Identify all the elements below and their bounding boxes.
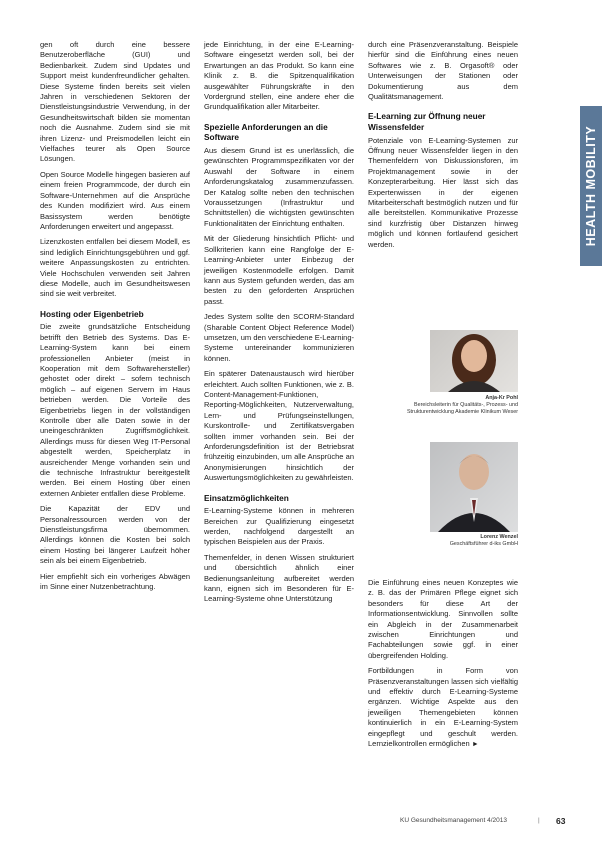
article-column-2 [204, 40, 354, 610]
paragraph: Themenfelder, in denen Wissen strukturiert und übersichtlich ähnlich einer Bedienungsanleitung aufbereitet werden kann, eignen sich im Besonderen für E-Learning-Systeme ohne Unterstützung [204, 552, 354, 604]
paragraph: durch eine Präsenzveranstaltung. Beispiele hierfür sind die Einführung eines neuen Softwares wie z. B. Orgasoft® oder Unterweisungen der Stationen oder Dokumentierung aus dem Qualitätsmanagement. [368, 40, 518, 102]
footer-separator: | [538, 817, 540, 824]
paragraph: Open Source Modelle hingegen basieren auf einem freien Programmcode, der durch ein Software-Unternehmen auf die Ansprüche des Kunden modifiziert wird. Aus einem Basissystem werden benötigte Anforderungen erweitert und angepasst. [40, 169, 190, 231]
paragraph: Jedes System sollte den SCORM-Standard (Sharable Content Object Reference Model) umsetzen, um den verschiedene E-Learning-Systeme untereinander kommunizieren können. [204, 312, 354, 363]
author-name: Anja-Kr Pohl [485, 395, 518, 401]
author-photo-1 [430, 330, 518, 392]
portrait-woman-icon [430, 330, 518, 392]
author-photo-2 [430, 442, 518, 532]
paragraph: jede Einrichtung, in der eine E-Learning-Software eingesetzt werden soll, bei der Erwartungen an das Produkt. So kann eine Klinik z. B. die Spitzenqualifikation ausgewählter Führungskräfte in den Vordergrund stellen, eine andere eher die Grundqualifikation aller Mitarbeiter. [204, 40, 354, 112]
section-heading: E-Learning zur Öffnung neuer Wissensfelder [368, 111, 486, 133]
paragraph-text: Fortbildungen in Form von Präsenzveranstaltungen lassen sich vielfältig und effektiv durch E-Learning-Systeme ergänzen. Wichtige Aspekte aus den jeweiligen Themengebieten können kontinuierlich in ein E-Learning-System eingepflegt und geschult werden. Lernzielkontrollen ermöglichen [368, 666, 518, 749]
paragraph: Die Kapazität der EDV und Personalressourcen werden von der Dienstleistungsfirma übernommen. Allerdings können die Kosten bei solch einem Hosting bei längerer Laufzeit höher sein als bei einem Eigenbetrieb. [40, 504, 190, 566]
page-footer [400, 815, 570, 827]
author-role: Geschäftsführer d-iks GmbH [449, 540, 518, 547]
author-role: Bereichsleiterin für Qualitäts-, Prozess- und Strukturentwicklung Akademie Klinikum Weser [406, 401, 518, 415]
section-tab [580, 106, 602, 266]
paragraph: Hier empfiehlt sich ein vorheriges Abwägen im Sinne einer Nutzenbetrachtung. [40, 571, 190, 592]
paragraph: gen oft durch eine bessere Benutzeroberfläche (GUI) und Bedienbarkeit. Zudem sind Updates und Support meist kundenfreundlicher gehalten. Diese Systeme finden bereits seit vielen Jahren in verschiedenen Sektoren der Dienstleistungsindustrie Verwendung, in der Gesundheitswirtschaft bilden sie momentan noch die Ausnahme. Zudem sind sie mit ihren Lizenz- und Preismodellen leicht ein Vielfaches teurer als Open Source Lösungen. [40, 40, 190, 164]
author-caption-1 [370, 395, 518, 415]
article-column-3-continued [368, 578, 518, 756]
section-heading: Einsatzmöglichkeiten [204, 492, 289, 503]
paragraph: Die Einführung eines neuen Konzeptes wie z. B. das der Primären Pflege eignet sich besonders für diese Art der Informationsentwicklung. Sinnvollen sollte ein Abgleich in der Zusammenarbeit zwischen Einrichtungen und Fachabteilungen sowie ggf. in einer übergreifenden Holding. [368, 578, 518, 660]
paragraph: Die zweite grundsätzliche Entscheidung betrifft den Betrieb des Systems. Das E-Learning-System kann bei einem professionellen Anbieter (meist in Kooperation mit dem Softwarehersteller) gehostet oder direkt – sofern technisch möglich – auf eigenen Servern im Haus betrieben werden. Die Vorteile des Eigenbetriebs liegen in der vollständigen Kontrolle über alle Daten sowie in der uneingeschränkten Zugriffsmöglichkeit. Allerdings muss für diesen Weg IT-Personal abgestellt werden, Speicherplatz in ausreichender Menge vorhanden sein und die technische Infrastruktur bereitgestellt werden. Bei einem Hosting über einen externen Anbieter entfallen diese Probleme. [40, 322, 190, 498]
portrait-man-icon [430, 442, 518, 532]
paragraph: Aus diesem Grund ist es unerlässlich, die gewünschten Programmspezifikaten vor der Auswahl der Software in einem Anforderungskatalog zusammenzufassen. Der Katalog sollte neben den technischen Voraussetzungen (Infrastruktur und Schnittstellen) die wichtigsten gewünschten Funktionalitäten der Einrichtung enthalten. [204, 146, 354, 228]
section-tab-label: HEALTH MOBILITY [584, 125, 598, 247]
paragraph: E-Learning-Systeme können in mehreren Bereichen zur Qualifizierung eingesetzt werden, nachfolgend dargestellt an typischen Beispielen aus der Praxis. [204, 506, 354, 547]
article-column-3 [368, 40, 518, 255]
paragraph [368, 666, 518, 750]
article-column-1 [40, 40, 190, 598]
paragraph: Mit der Gliederung hinsichtlich Pflicht- und Sollkriterien kann eine Rangfolge der E-Learning-Anbieter unter Einbezug der jeweiligen Kostenmodelle erfolgen. Damit kann aus System gefunden werden, das am besten zu den geforderten Ansprüchen passt. [204, 234, 354, 306]
page-number: 63 [556, 816, 566, 826]
continue-arrow-icon: ► [471, 741, 479, 749]
author-name: Lorenz Wenzel [480, 534, 518, 540]
section-heading: Hosting oder Eigenbetrieb [40, 308, 144, 319]
author-caption-2 [370, 534, 518, 548]
paragraph: Potenziale von E-Learning-Systemen zur Öffnung neuer Wissensfelder liegen in den Themenfeldern von Diskussionsforen, im Projektmanagement sowie in der Konzepterarbeitung. Hier lässt sich das Expertenwissen in der eigenen Mitarbeiterschaft bestmöglich nutzen und für alle bereitstellen. Kommunikative Prozesse sind kurzfristig über Distanzen hinweg möglich und können fortlaufend gesichert werden. [368, 135, 518, 249]
publication-source: KU Gesundheitsmanagement 4/2013 [400, 817, 507, 824]
paragraph: Ein späterer Datenaustausch wird hierüber erleichtert. Auch sollten Funktionen, wie z. B. Content-Management-Funktionen, Reporting-Möglichkeiten, Nutzerverwaltung, Lern- und Prüfungseinstellungen, Kurskontrolle- und Zertifikatsvergaben sollten immer vorhanden sein. Bei der Anforderungsdefinition ist der Betriebsrat frühzeitig einzubinden, um alle Ansprüche an Anonymisierungen hinsichtlich der Auswertungsmöglichkeiten zu gewährleisten. [204, 369, 354, 483]
paragraph: Lizenzkosten entfallen bei diesem Modell, es sind lediglich Einrichtungsgebühren und ggf. weitere Anpassungskosten zu entrichten. Viele Hochschulen verwenden seit Jahren diese Modelle, auch im Gesundheitswesen sind sie weit verbreitet. [40, 237, 190, 299]
section-heading: Spezielle Anforderungen an die Software [204, 121, 328, 143]
